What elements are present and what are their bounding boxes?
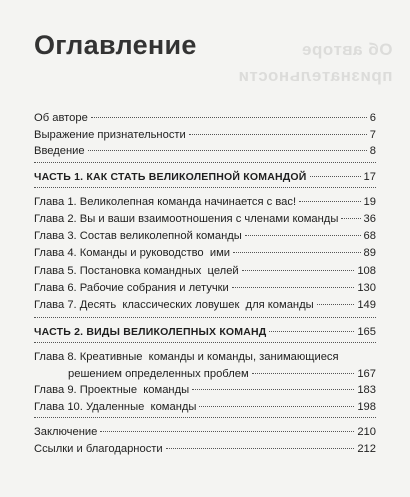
toc-entry-conclusion[interactable]	[34, 425, 376, 439]
leader-dots	[233, 252, 360, 253]
leader-dots	[192, 389, 354, 390]
part-title: КАК СТАТЬ ВЕЛИКОЛЕПНОЙ КОМАНДОЙ	[86, 171, 307, 183]
toc-entry-label: Глава 7. Десять классических ловушек для команды	[34, 299, 314, 311]
part-prefix: ЧАСТЬ 1.	[34, 171, 84, 183]
leader-dots	[252, 373, 355, 374]
leader-dots	[310, 176, 361, 177]
leader-dots	[189, 134, 367, 135]
section-divider	[34, 417, 376, 418]
toc-entry-chapter-8[interactable]	[34, 350, 376, 381]
leader-dots	[269, 331, 354, 332]
toc-entry-about-author[interactable]	[34, 111, 376, 125]
bleed-line: Об авторе	[301, 40, 393, 59]
toc-part-label	[34, 170, 307, 184]
section-divider	[34, 187, 376, 188]
toc-entry-page: 210	[357, 426, 376, 438]
toc-entry-chapter-10[interactable]	[34, 400, 376, 414]
toc-part-2[interactable]	[34, 325, 376, 339]
section-divider	[34, 342, 376, 343]
toc-entry-page: 19	[363, 196, 376, 208]
toc-part-label	[34, 325, 266, 339]
leader-dots	[100, 431, 354, 432]
toc-entry-chapter-6[interactable]	[34, 281, 376, 295]
toc-entry-page: 167	[357, 368, 376, 380]
toc-entry-label: Глава 9. Проектные команды	[34, 384, 190, 396]
toc-entry-chapter-3[interactable]	[34, 229, 376, 243]
toc-entry-page: 17	[363, 171, 376, 183]
toc-entry-label: Глава 5. Постановка командных целей	[34, 265, 239, 277]
part-prefix: ЧАСТЬ 2.	[34, 326, 84, 338]
toc-entry-label-line2: решением определенных проблем	[68, 368, 249, 380]
toc-entry-page: 165	[357, 326, 376, 338]
toc-entry-chapter-2[interactable]	[34, 212, 376, 226]
toc-entry-page: 198	[357, 401, 376, 413]
toc-entry-references[interactable]	[34, 442, 376, 456]
toc-entry-page: 8	[369, 145, 376, 157]
toc-entry-label: Глава 6. Рабочие собрания и летучки	[34, 282, 229, 294]
toc-entry-chapter-1[interactable]	[34, 195, 376, 209]
toc-entry-label: Глава 1. Великолепная команда начинается с вас!	[34, 196, 297, 208]
toc-entry-chapter-9[interactable]	[34, 383, 376, 397]
toc-entry-label: Глава 10. Удаленные команды	[34, 401, 197, 413]
toc-entry-chapter-4[interactable]	[34, 246, 376, 260]
toc-entry-label: Глава 3. Состав великолепной команды	[34, 230, 242, 242]
leader-dots	[199, 406, 354, 407]
toc-entry-page: 130	[357, 282, 376, 294]
leader-dots	[245, 235, 361, 236]
toc-entry-page: 36	[363, 213, 376, 225]
bleed-through-text	[238, 40, 392, 86]
leader-dots	[242, 270, 355, 271]
leader-dots	[88, 150, 367, 151]
toc-entry-label: Глава 4. Команды и руководство ими	[34, 247, 231, 259]
leader-dots	[91, 117, 367, 118]
section-divider	[34, 317, 376, 318]
toc-entry-label: Глава 2. Вы и ваши взаимоотношения с членами команды	[34, 213, 339, 225]
toc-entry-page: 7	[369, 129, 376, 141]
part-title: ВИДЫ ВЕЛИКОЛЕПНЫХ КОМАНД	[86, 326, 267, 338]
toc-entry-acknowledgements[interactable]	[34, 128, 376, 142]
toc-entry-page: 89	[363, 247, 376, 259]
toc-entry-chapter-5[interactable]	[34, 264, 376, 278]
leader-dots	[317, 304, 355, 305]
toc-entry-chapter-7[interactable]	[34, 298, 376, 312]
toc-entry-label: Введение	[34, 145, 85, 157]
toc-entry-label: Выражение признательности	[34, 129, 186, 141]
toc-entry-label-line1: Глава 8. Креативные команды и команды, занимающиеся	[34, 351, 339, 363]
toc-entry-page: 149	[357, 299, 376, 311]
leader-dots	[232, 287, 355, 288]
leader-dots	[299, 201, 360, 202]
toc-entry-page: 6	[369, 112, 376, 124]
toc-entry-page: 212	[357, 443, 376, 455]
leader-dots	[341, 218, 360, 219]
bleed-line: признательности	[238, 66, 393, 85]
toc-entry-label: Ссылки и благодарности	[34, 443, 163, 455]
toc-entry-page: 108	[357, 265, 376, 277]
toc-entry-label: Заключение	[34, 426, 98, 438]
toc-entry-page: 68	[363, 230, 376, 242]
toc-entry-label: Об авторе	[34, 112, 88, 124]
section-divider	[34, 162, 376, 163]
page-title: Оглавление	[34, 30, 197, 60]
toc-part-1[interactable]	[34, 170, 376, 184]
leader-dots	[166, 448, 355, 449]
toc-entry-page: 183	[357, 384, 376, 396]
toc-entry-introduction[interactable]	[34, 144, 376, 158]
